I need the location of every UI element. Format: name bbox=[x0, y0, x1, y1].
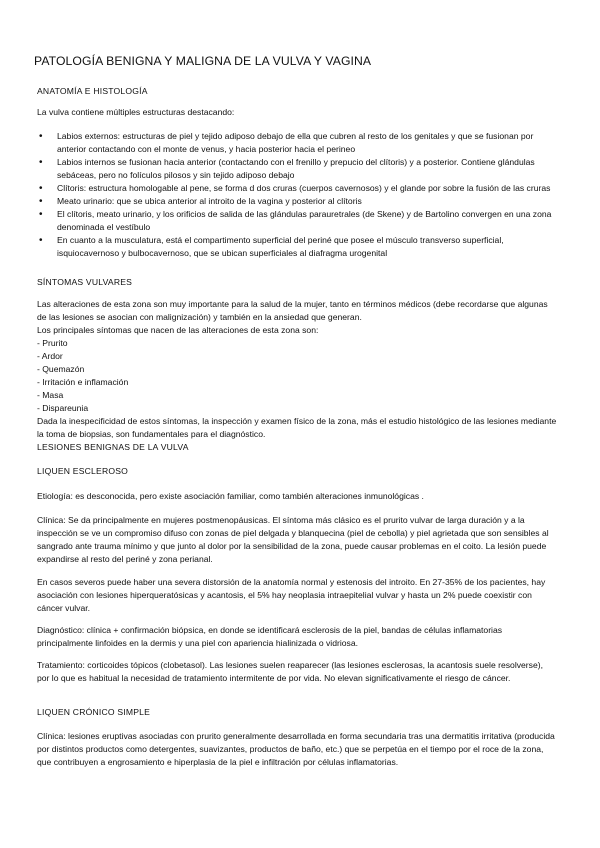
list-item: • Labios externos: estructuras de piel y tejido adiposo debajo de ella que cubren al resto de los genitales y que se fusionan por anterior contactando con el monte de venus, y hacia posterior hacia el perineo bbox=[37, 130, 557, 156]
liquen-escleroso-casos: En casos severos puede haber una severa distorsión de la anatomía normal y estenosis del introito. En 27-35% de los pacientes, hay asociación con lesiones hiperqueratósicas y acantosis, el 5% hay neoplasia intraepitelial vulvar y hasta un 2% puede coexistir con cáncer vulvar. bbox=[37, 577, 546, 613]
section-heading-liquen-cronico: LIQUEN CRÓNICO SIMPLE bbox=[37, 707, 151, 717]
liquen-escleroso-clinica: Clínica: Se da principalmente en mujeres postmenopáusicas. El síntoma más clásico es el prurito vulvar de larga duración y a la inspección se ve un compromiso difuso con zonas de piel delgada y blanquecina (piel de cebolla) y piel agrietada que son sensibles al sangrado ante trauma mínimo y que junto al dolor por la sensibilidad de la zona, puede causar problemas en el coito. La lesión puede expandirse al resto del periné y zona perianal. bbox=[37, 515, 549, 564]
list-item: • En cuanto a la musculatura, está el compartimento superficial del periné que posee el músculo transverso superficial, isquiocavernoso y bulbocavernoso, que se ubican superficiales al diafragma urogenital bbox=[37, 234, 557, 260]
list-item: - Ardor bbox=[37, 351, 63, 361]
sintomas-paragraph-3: Dada la inespecificidad de estos síntomas, la inspección y examen físico de la zona, más el estudio histológico de las lesiones mediante la toma de biopsias, son fundamentales para el diagnóstico. bbox=[37, 416, 557, 439]
anatomia-bullet-list bbox=[37, 130, 557, 260]
section-heading-lesiones: LESIONES BENIGNAS DE LA VULVA bbox=[37, 442, 189, 452]
liquen-escleroso-etiologia: Etiología: es desconocida, pero existe asociación familiar, como también alteraciones inmunológicas . bbox=[37, 491, 424, 501]
list-item: - Irritación e inflamación bbox=[37, 377, 129, 387]
section-heading-anatomia: ANATOMÍA E HISTOLOGÍA bbox=[37, 86, 148, 96]
liquen-escleroso-tratamiento: Tratamiento: corticoides tópicos (clobetasol). Las lesiones suelen reaparecer (las lesiones esclerosas, la acantosis suele resolverse), por lo que es habitual la necesidad de tratamiento intermitente de por vida. No elevan significativamente el riesgo de cáncer. bbox=[37, 660, 543, 683]
list-item: - Dispareunia bbox=[37, 403, 89, 413]
section-heading-liquen-escleroso: LIQUEN ESCLEROSO bbox=[37, 466, 129, 476]
list-item: • Labios internos se fusionan hacia anterior (contactando con el frenillo y prepucio del clítoris) y a posterior. Contiene glándulas sebáceas, pero no folículos pilosos y sin tejido adiposo debajo bbox=[37, 156, 557, 182]
sintomas-paragraph-1: Las alteraciones de esta zona son muy importante para la salud de la mujer, tanto en términos médicos (debe recordarse que algunas de las lesiones se asocian con malignización) y también en la ansiedad que generan. bbox=[37, 299, 548, 322]
list-item: • Meato urinario: que se ubica anterior al introito de la vagina y posterior al clítoris bbox=[37, 195, 557, 208]
list-item: • Clítoris: estructura homologable al pene, se forma d dos cruras (cuerpos cavernosos) y el glande por sobre la fusión de las cruras bbox=[37, 182, 557, 195]
anatomia-intro: La vulva contiene múltiples estructuras destacando: bbox=[37, 107, 235, 117]
liquen-escleroso-diagnostico: Diagnóstico: clínica + confirmación biópsica, en donde se identificará esclerosis de la piel, bandas de células inflamatorias principalmente linfoides en la dermis y una piel con apariencia hialinizada o vidriosa. bbox=[37, 625, 503, 648]
list-item: • El clítoris, meato urinario, y los orificios de salida de las glándulas parauretrales (de Skene) y de Bartolino convergen en una zona denominada el vestíbulo bbox=[37, 208, 557, 234]
list-item: - Prurito bbox=[37, 338, 68, 348]
liquen-cronico-clinica: Clínica: lesiones eruptivas asociadas con prurito generalmente desarrollada en forma secundaria tras una dermatitis irritativa (producida por distintos productos como detergentes, suavizantes, productos de baño, etc.) que se perpetúa en el tiempo por el roce de la zona, que contribuyen a engrosamiento e hiperplasia de la piel e infiltración por células inflamatorias. bbox=[37, 731, 555, 767]
page-title: PATOLOGÍA BENIGNA Y MALIGNA DE LA VULVA Y VAGINA bbox=[34, 54, 372, 68]
section-heading-sintomas: SÍNTOMAS VULVARES bbox=[37, 277, 133, 287]
sintomas-list bbox=[37, 337, 128, 415]
list-item: - Quemazón bbox=[37, 364, 85, 374]
sintomas-paragraph-2: Los principales síntomas que nacen de las alteraciones de esta zona son: bbox=[37, 325, 319, 335]
list-item: - Masa bbox=[37, 390, 64, 400]
